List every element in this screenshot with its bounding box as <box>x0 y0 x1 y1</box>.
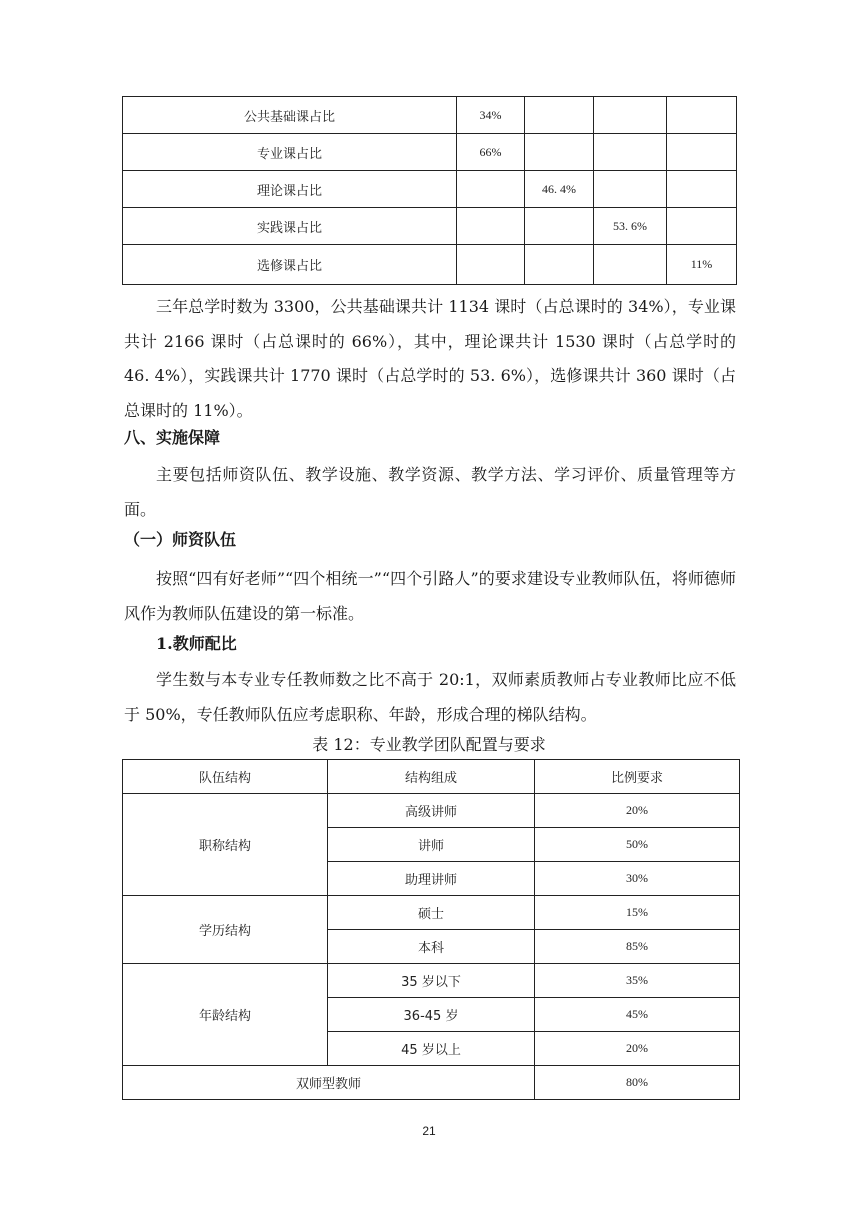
footer-label: 双师型教师 <box>123 1066 535 1100</box>
item-ratio: 15% <box>535 896 740 930</box>
group-label: 学历结构 <box>123 896 328 964</box>
item-label: 硕士 <box>328 896 535 930</box>
table-row <box>123 896 740 930</box>
table-cell <box>667 134 737 171</box>
table-cell: 66% <box>457 134 525 171</box>
item-label: 高级讲师 <box>328 794 535 828</box>
item-ratio: 30% <box>535 862 740 896</box>
table-row <box>123 964 740 998</box>
group-label: 年龄结构 <box>123 964 328 1066</box>
item-ratio: 35% <box>535 964 740 998</box>
item-label: 35 岁以下 <box>328 964 535 998</box>
item-ratio: 85% <box>535 930 740 964</box>
table-cell <box>667 208 737 245</box>
row-label: 理论课占比 <box>123 171 457 208</box>
table-cell <box>594 134 667 171</box>
table-row <box>123 134 737 171</box>
item-ratio: 20% <box>535 1032 740 1066</box>
table-cell <box>457 171 525 208</box>
row-label: 公共基础课占比 <box>123 97 457 134</box>
table-row <box>123 245 737 285</box>
item-label: 36-45 岁 <box>328 998 535 1032</box>
table-header-row <box>123 760 740 794</box>
table-footer-row <box>123 1066 740 1100</box>
table-cell <box>457 208 525 245</box>
course-ratio-table <box>122 96 737 285</box>
table-cell <box>457 245 525 285</box>
ratio-paragraph: 学生数与本专业专任教师数之比不高于 20:1，双师素质教师占专业教师比应不低于 50%，专任教师队伍应考虑职称、年龄，形成合理的梯队结构。 <box>124 670 736 724</box>
footer-ratio: 80% <box>535 1066 740 1100</box>
subsection-heading: （一）师资队伍 <box>124 530 237 549</box>
item-ratio: 20% <box>535 794 740 828</box>
row-label: 专业课占比 <box>123 134 457 171</box>
table-caption: 表 12：专业教学团队配置与要求 <box>312 735 546 754</box>
table-cell: 11% <box>667 245 737 285</box>
table-cell <box>667 97 737 134</box>
table-cell <box>667 171 737 208</box>
item-label: 助理讲师 <box>328 862 535 896</box>
table-row <box>123 97 737 134</box>
item-ratio: 50% <box>535 828 740 862</box>
table-cell <box>525 245 594 285</box>
group-label: 职称结构 <box>123 794 328 896</box>
item-label: 讲师 <box>328 828 535 862</box>
section-heading: 八、实施保障 <box>124 428 221 447</box>
teaching-team-table <box>122 759 740 1100</box>
table-row <box>123 208 737 245</box>
subsubsection-heading: 1.教师配比 <box>156 634 237 653</box>
column-header: 比例要求 <box>535 760 740 794</box>
table-cell <box>525 134 594 171</box>
section-paragraph: 主要包括师资队伍、教学设施、教学资源、教学方法、学习评价、质量管理等方面。 <box>124 465 736 519</box>
table-cell <box>525 97 594 134</box>
item-ratio: 45% <box>535 998 740 1032</box>
column-header: 结构组成 <box>328 760 535 794</box>
table-cell: 53. 6% <box>594 208 667 245</box>
table-cell: 34% <box>457 97 525 134</box>
item-label: 45 岁以上 <box>328 1032 535 1066</box>
column-header: 队伍结构 <box>123 760 328 794</box>
row-label: 实践课占比 <box>123 208 457 245</box>
row-label: 选修课占比 <box>123 245 457 285</box>
table-cell <box>594 245 667 285</box>
table-cell: 46. 4% <box>525 171 594 208</box>
teachers-paragraph: 按照“四有好老师”“四个相统一”“四个引路人”的要求建设专业教师队伍，将师德师风作为教师队伍建设的第一标准。 <box>124 569 736 623</box>
table-cell <box>594 171 667 208</box>
table-row <box>123 794 740 828</box>
table-row <box>123 171 737 208</box>
page-number: 21 <box>422 1124 436 1138</box>
hours-paragraph: 三年总学时数为 3300，公共基础课共计 1134 课时（占总课时的 34%），专业课共计 2166 课时（占总课时的 66%），其中，理论课共计 1530 课时（占总学时的 46. 4%），实践课共计 1770 课时（占总学时的 53. 6%），选修课共计 360 课时（占总课时的 11%）。 <box>124 297 736 420</box>
table-cell <box>594 97 667 134</box>
item-label: 本科 <box>328 930 535 964</box>
table-cell <box>525 208 594 245</box>
